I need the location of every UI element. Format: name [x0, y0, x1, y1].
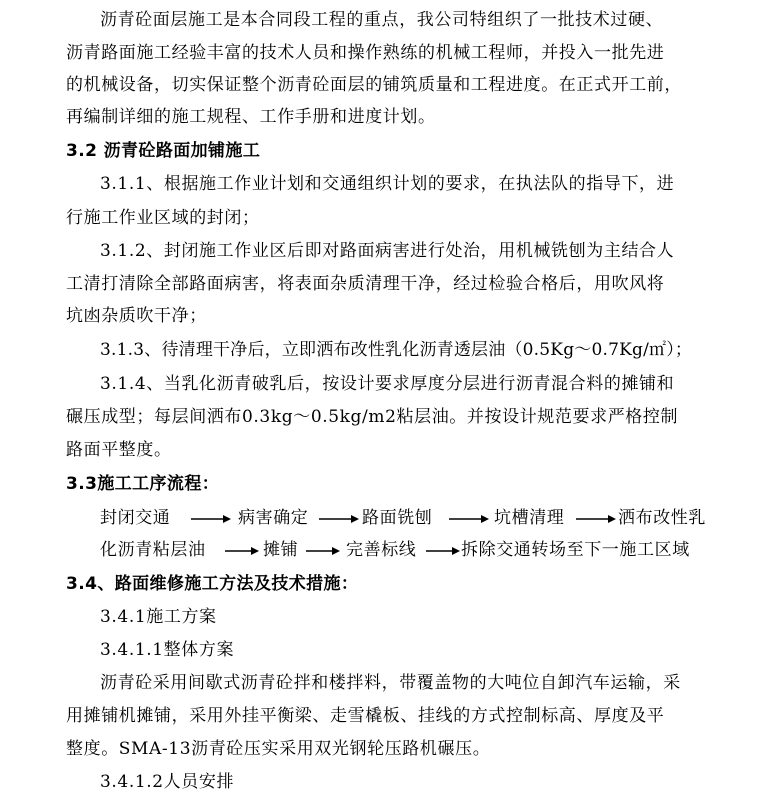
flow-step-remove-traffic-control: 拆除交通转场至下一施工区域	[461, 540, 690, 560]
flow-arrow-icon	[306, 546, 340, 556]
section-heading-3-4: 3.4、路面维修施工方法及技术措施：	[66, 574, 359, 594]
section-heading-3-3: 3.3施工工序流程：	[66, 474, 220, 494]
section-heading-3-2: 3.2 沥青砼路面加铺施工	[66, 141, 261, 161]
flow-step-paving: 摊铺	[263, 540, 299, 560]
item-3-1-2-line-2: 工清打清除全部路面病害，将表面杂质清理干净，经过检验合格后，用吹风将	[66, 274, 665, 294]
flow-arrow-icon	[225, 546, 259, 556]
intro-line-3: 的机械设备，切实保证整个沥青砼面层的铺筑质量和工程进度。在正式开工前，	[66, 75, 682, 95]
flow-step-defect-identification: 病害确定	[238, 508, 309, 528]
plan-para-line-3: 整度。SMA-13沥青砼压实采用双光钢轮压路机碾压。	[66, 739, 491, 759]
subheading-3-4-1: 3.4.1施工方案	[100, 607, 217, 627]
flow-arrow-icon	[576, 514, 616, 524]
intro-line-1: 沥青砼面层施工是本合同段工程的重点，我公司特组织了一批技术过硬、	[100, 10, 664, 30]
item-3-1-4-line-2: 碾压成型；每层间洒布0.3kg～0.5kg/m2粘层油。并按设计规范要求严格控制	[66, 407, 679, 427]
flow-step-seal-traffic: 封闭交通	[100, 508, 171, 528]
subheading-3-4-1-2: 3.4.1.2人员安排	[100, 772, 235, 792]
intro-line-2: 沥青路面施工经验丰富的技术人员和操作熟练的机械工程师，并投入一批先进	[66, 43, 665, 63]
flow-step-tack-coat-part-1: 洒布改性乳	[618, 508, 706, 528]
flow-arrow-icon	[426, 546, 460, 556]
flow-step-markings: 完善标线	[346, 540, 417, 560]
item-3-1-4-line-3: 路面平整度。	[66, 440, 172, 460]
item-3-1-1-line-2: 行施工作业区域的封闭；	[66, 208, 260, 228]
flow-arrow-icon	[191, 514, 231, 524]
item-3-1-1-line-1: 3.1.1、根据施工作业计划和交通组织计划的要求，在执法队的指导下，进	[100, 174, 675, 194]
item-3-1-2-line-3: 坑凼杂质吹干净；	[66, 306, 207, 326]
intro-line-4: 再编制详细的施工规程、工作手册和进度计划。	[66, 107, 436, 127]
flow-arrow-icon	[449, 514, 489, 524]
plan-para-line-1: 沥青砼采用间歇式沥青砼拌和楼拌料，带覆盖物的大吨位自卸汽车运输，采	[100, 673, 681, 693]
item-3-1-3-line-1: 3.1.3、待清理干净后，立即洒布改性乳化沥青透层油（0.5Kg～0.7Kg/㎡）；	[100, 340, 693, 360]
flow-step-milling: 路面铣刨	[362, 508, 433, 528]
subheading-3-4-1-1: 3.4.1.1整体方案	[100, 640, 235, 660]
flow-step-pothole-cleaning: 坑槽清理	[494, 508, 565, 528]
item-3-1-4-line-1: 3.1.4、当乳化沥青破乳后，按设计要求厚度分层进行沥青混合料的摊铺和	[100, 374, 675, 394]
flow-arrow-icon	[319, 514, 359, 524]
plan-para-line-2: 用摊铺机摊铺，采用外挂平衡梁、走雪橇板、挂线的方式控制标高、厚度及平	[66, 706, 665, 726]
item-3-1-2-line-1: 3.1.2、封闭施工作业区后即对路面病害进行处治，用机械铣刨为主结合人	[100, 241, 675, 261]
flow-step-tack-coat-part-2: 化沥青粘层油	[100, 540, 206, 560]
